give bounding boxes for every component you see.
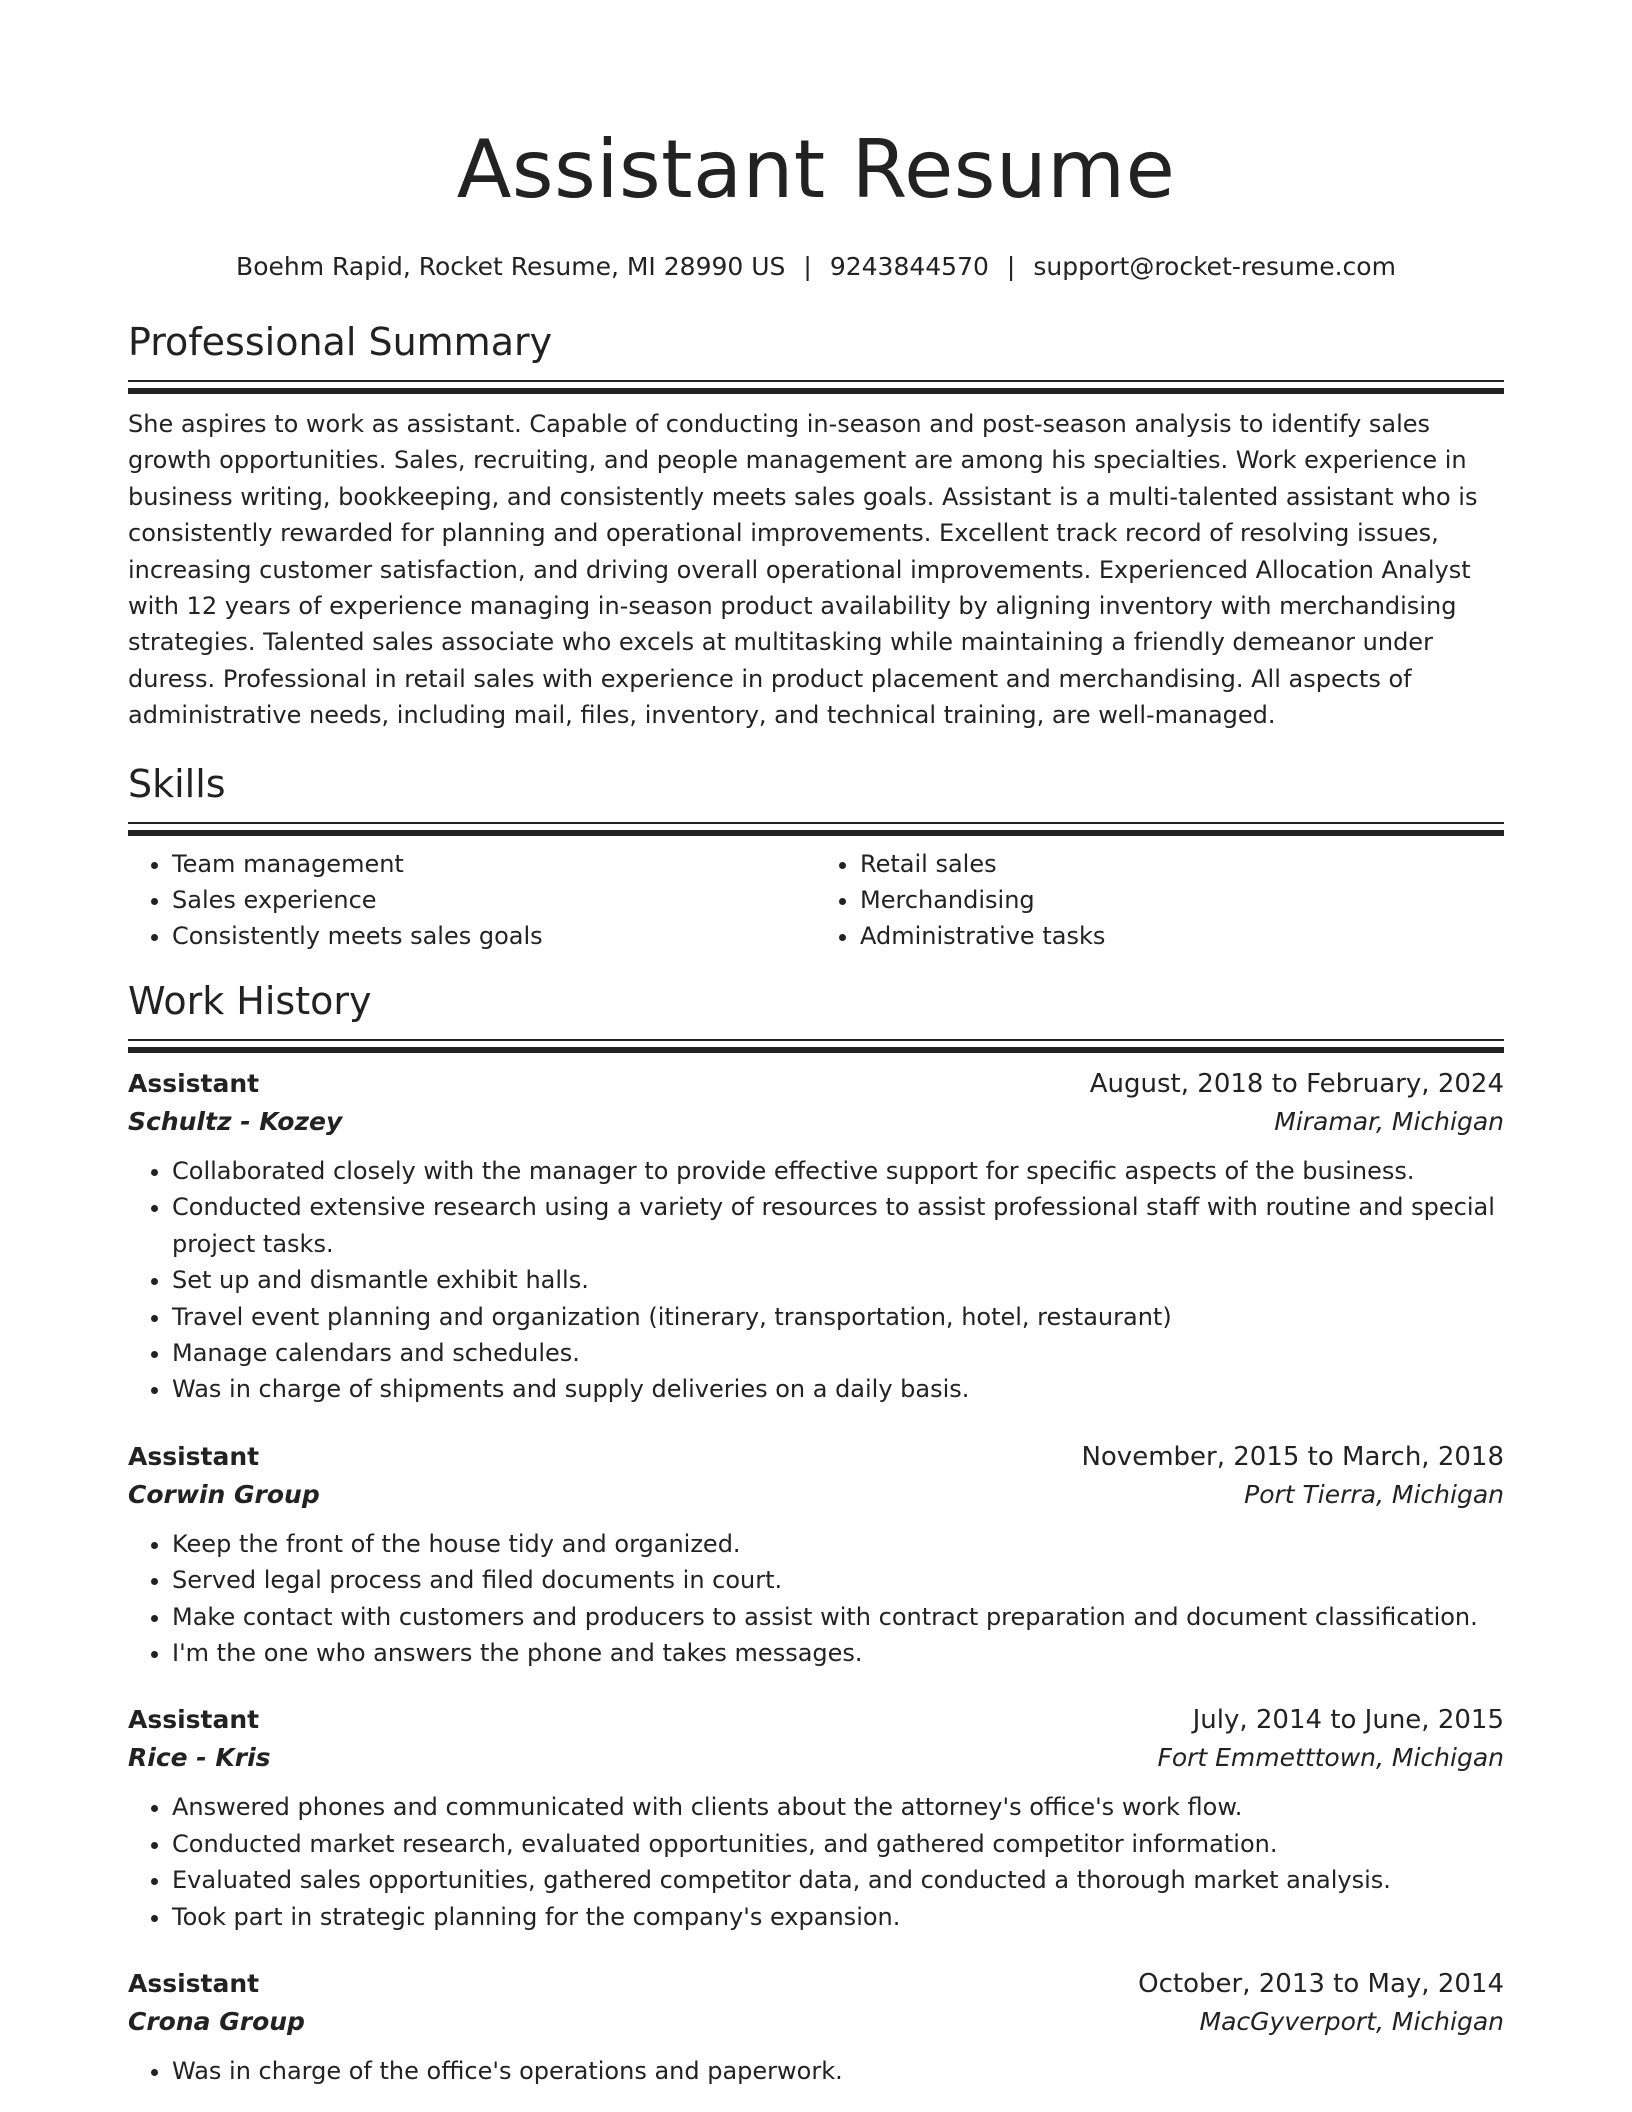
job-dates: July, 2014 to June, 2015 [1192, 1705, 1504, 1736]
skills-section [128, 760, 1504, 955]
job-entry [128, 1065, 1504, 1408]
skills-list-left [128, 846, 816, 955]
job-bullet: • Was in charge of shipments and supply deliveries on a daily basis. [172, 1371, 1504, 1407]
job-bullet: • Conducted market research, evaluated opportunities, and gathered competitor information. [172, 1826, 1504, 1862]
job-dates: November, 2015 to March, 2018 [1081, 1441, 1504, 1472]
skill-item: • Consistently meets sales goals [172, 918, 816, 954]
job-bullet: • Conducted extensive research using a variety of resources to assist professional staff with routine and special project tasks. [172, 1189, 1504, 1262]
skill-item: • Sales experience [172, 882, 816, 918]
job-company: Crona Group [128, 2006, 305, 2036]
job-entry [128, 1438, 1504, 1672]
job-location: Fort Emmetttown, Michigan [1157, 1743, 1504, 1773]
job-bullet: • Travel event planning and organization (itinerary, transportation, hotel, restaurant) [172, 1299, 1504, 1335]
job-location: Port Tierra, Michigan [1244, 1479, 1504, 1509]
skill-item: • Administrative tasks [860, 918, 1504, 954]
skill-item: • Merchandising [860, 882, 1504, 918]
job-dates: October, 2013 to May, 2014 [1138, 1968, 1504, 1999]
section-divider [128, 1039, 1504, 1053]
job-bullet: • Took part in strategic planning for the company's expansion. [172, 1899, 1504, 1935]
job-subheader [128, 1103, 1504, 1141]
job-subheader [128, 2003, 1504, 2041]
job-bullet: • Keep the front of the house tidy and organized. [172, 1526, 1504, 1562]
job-bullet: • I'm the one who answers the phone and takes messages. [172, 1635, 1504, 1671]
job-dates: August, 2018 to February, 2024 [1089, 1068, 1504, 1099]
job-subheader [128, 1739, 1504, 1777]
job-entry [128, 1965, 1504, 2089]
job-header [128, 1701, 1504, 1739]
job-company: Rice - Kris [128, 1743, 271, 1773]
section-divider [128, 822, 1504, 836]
job-bullet: • Set up and dismantle exhibit halls. [172, 1262, 1504, 1298]
contact-phone: 9243844570 [829, 252, 989, 281]
skills-list-right [816, 846, 1504, 955]
job-header [128, 1965, 1504, 2003]
job-bullet: • Manage calendars and schedules. [172, 1335, 1504, 1371]
job-title: Assistant [128, 1441, 260, 1471]
job-title: Assistant [128, 1968, 260, 1998]
summary-heading: Professional Summary [128, 320, 553, 364]
work-heading: Work History [128, 978, 372, 1023]
skill-item: • Team management [172, 846, 816, 882]
job-bullet: • Answered phones and communicated with clients about the attorney's office's work flow. [172, 1789, 1504, 1825]
resume-title: Assistant Resume [456, 123, 1176, 216]
job-title: Assistant [128, 1068, 260, 1098]
skill-item: • Retail sales [860, 846, 1504, 882]
job-company: Schultz - Kozey [128, 1106, 343, 1136]
summary-section [128, 318, 1504, 734]
job-subheader [128, 1476, 1504, 1514]
job-bullets [128, 1153, 1504, 1408]
job-entry [128, 1701, 1504, 1935]
job-location: Miramar, Michigan [1274, 1106, 1504, 1136]
skills-heading: Skills [128, 761, 226, 806]
summary-text: She aspires to work as assistant. Capable of conducting in-season and post-season analysis to identify sales growth opportunities. Sales, recruiting, and people management are among his specialties. Work experience in business writing, bookkeeping, and consistently meets sales goals. Assistant is a multi-talented assistant who is consistently rewarded for planning and operational improvements. Excellent track record of resolving issues, increasing customer satisfaction, and driving overall operational improvements. Experienced Allocation Analyst with 12 years of experience managing in-season product availability by aligning inventory with merchandising strategies. Talented sales associate who excels at multitasking while maintaining a friendly demeanor under duress. Professional in retail sales with experience in product placement and merchandising. All aspects of administrative needs, including mail, files, inventory, and technical training, are well-managed. [128, 410, 1478, 730]
job-bullets [128, 1526, 1504, 1672]
job-bullets [128, 1789, 1504, 1935]
job-header [128, 1438, 1504, 1476]
job-bullets [128, 2053, 1504, 2089]
work-section [128, 977, 1504, 2090]
job-bullet: • Evaluated sales opportunities, gathered competitor data, and conducted a thorough market analysis. [172, 1862, 1504, 1898]
contact-line [128, 250, 1504, 284]
job-title: Assistant [128, 1705, 260, 1735]
job-header [128, 1065, 1504, 1103]
contact-separator: | [803, 252, 812, 281]
job-bullet: • Collaborated closely with the manager to provide effective support for specific aspects of the business. [172, 1153, 1504, 1189]
contact-email: support@rocket-resume.com [1033, 252, 1396, 281]
job-bullet: • Make contact with customers and producers to assist with contract preparation and document classification. [172, 1599, 1504, 1635]
job-location: MacGyverport, Michigan [1199, 2006, 1504, 2036]
job-bullet: • Served legal process and filed documents in court. [172, 1562, 1504, 1598]
contact-address: Boehm Rapid, Rocket Resume, MI 28990 US [236, 252, 786, 281]
job-company: Corwin Group [128, 1479, 320, 1509]
section-divider [128, 380, 1504, 394]
job-bullet: • Was in charge of the office's operations and paperwork. [172, 2053, 1504, 2089]
skills-grid [128, 846, 1504, 955]
contact-separator: | [1006, 252, 1016, 281]
